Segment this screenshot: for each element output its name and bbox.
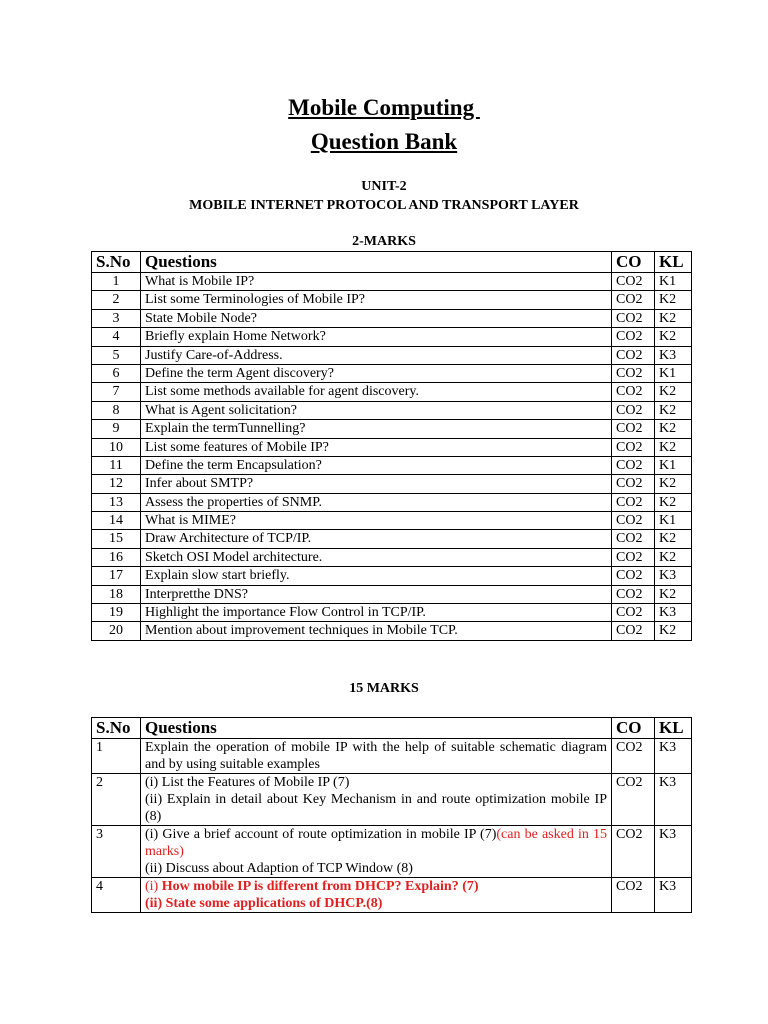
row-kl: K1 (655, 456, 692, 474)
row-co: CO2 (612, 826, 655, 878)
table-row (92, 622, 692, 640)
row-co: CO2 (612, 530, 655, 548)
row-sno: 7 (92, 383, 141, 401)
row-question: Highlight the importance Flow Control in TCP/IP. (141, 604, 612, 622)
table-header-row (92, 252, 692, 273)
table-row (92, 878, 692, 913)
row-kl: K3 (655, 567, 692, 585)
table-row (92, 604, 692, 622)
row-kl: K3 (655, 774, 692, 826)
row-co: CO2 (612, 512, 655, 530)
table-row (92, 346, 692, 364)
header-questions: Questions (141, 718, 612, 739)
row-sno: 20 (92, 622, 141, 640)
row-question: Interpretthe DNS? (141, 585, 612, 603)
question-part-1 (145, 826, 607, 860)
row-sno: 5 (92, 346, 141, 364)
table-row (92, 291, 692, 309)
row-question (141, 774, 612, 826)
doc-title: Mobile Computing (288, 95, 480, 120)
row-kl: K2 (655, 493, 692, 511)
row-sno: 3 (92, 826, 141, 878)
row-sno: 15 (92, 530, 141, 548)
header-kl: KL (655, 252, 692, 273)
row-sno: 2 (92, 774, 141, 826)
row-kl: K2 (655, 530, 692, 548)
row-question: Infer about SMTP? (141, 475, 612, 493)
row-question: What is Agent solicitation? (141, 401, 612, 419)
row-question: List some features of Mobile IP? (141, 438, 612, 456)
table-row (92, 530, 692, 548)
row-sno: 1 (92, 739, 141, 774)
row-sno: 4 (92, 328, 141, 346)
row-co: CO2 (612, 328, 655, 346)
table-row (92, 567, 692, 585)
row-kl: K2 (655, 585, 692, 603)
row-sno: 4 (92, 878, 141, 913)
row-kl: K2 (655, 328, 692, 346)
row-sno: 3 (92, 309, 141, 327)
table-row (92, 401, 692, 419)
row-question (141, 826, 612, 878)
row-co: CO2 (612, 567, 655, 585)
table-row (92, 328, 692, 346)
table-row (92, 273, 692, 291)
row-question: Briefly explain Home Network? (141, 328, 612, 346)
row-co: CO2 (612, 364, 655, 382)
table-row (92, 512, 692, 530)
row-co: CO2 (612, 346, 655, 364)
row-sno: 14 (92, 512, 141, 530)
question-text: Explain the operation of mobile IP with the help of suitable schematic diagram and by using suitable examples (145, 740, 607, 772)
header-co: CO (612, 252, 655, 273)
row-question: Explain the termTunnelling? (141, 420, 612, 438)
row-question: What is Mobile IP? (141, 273, 612, 291)
row-co: CO2 (612, 493, 655, 511)
header-sno: S.No (92, 718, 141, 739)
table-row (92, 548, 692, 566)
row-sno: 8 (92, 401, 141, 419)
doc-subtitle: Question Bank (310, 129, 458, 154)
row-question (141, 878, 612, 913)
row-sno: 11 (92, 456, 141, 474)
table-row (92, 475, 692, 493)
row-question: Mention about improvement techniques in Mobile TCP. (141, 622, 612, 640)
row-sno: 6 (92, 364, 141, 382)
row-question: Explain slow start briefly. (141, 567, 612, 585)
row-sno: 2 (92, 291, 141, 309)
row-co: CO2 (612, 622, 655, 640)
question-text: How mobile IP is different from DHCP? Explain? (7) (161, 879, 479, 894)
row-co: CO2 (612, 438, 655, 456)
row-question (141, 739, 612, 774)
row-kl: K1 (655, 273, 692, 291)
table-row (92, 739, 692, 774)
row-question: What is MIME? (141, 512, 612, 530)
row-kl: K2 (655, 438, 692, 456)
row-question: Define the term Agent discovery? (141, 364, 612, 382)
row-question: List some Terminologies of Mobile IP? (141, 291, 612, 309)
row-question: List some methods available for agent discovery. (141, 383, 612, 401)
question-part-1: (i) List the Features of Mobile IP (7) (145, 775, 350, 790)
question-part-1 (145, 878, 607, 895)
unit-title: MOBILE INTERNET PROTOCOL AND TRANSPORT LAYER (189, 198, 579, 213)
row-sno: 13 (92, 493, 141, 511)
row-question: State Mobile Node? (141, 309, 612, 327)
header-sno: S.No (92, 252, 141, 273)
row-kl: K2 (655, 291, 692, 309)
row-sno: 10 (92, 438, 141, 456)
row-co: CO2 (612, 273, 655, 291)
row-co: CO2 (612, 739, 655, 774)
row-question: Sketch OSI Model architecture. (141, 548, 612, 566)
row-sno: 12 (92, 475, 141, 493)
two-marks-heading: 2-MARKS (352, 234, 416, 249)
row-kl: K2 (655, 548, 692, 566)
row-co: CO2 (612, 475, 655, 493)
row-co: CO2 (612, 774, 655, 826)
row-sno: 16 (92, 548, 141, 566)
row-co: CO2 (612, 383, 655, 401)
row-kl: K3 (655, 604, 692, 622)
fifteen-marks-heading: 15 MARKS (349, 681, 419, 696)
fifteen-marks-table (91, 717, 692, 913)
row-question: Define the term Encapsulation? (141, 456, 612, 474)
row-kl: K3 (655, 739, 692, 774)
row-kl: K2 (655, 383, 692, 401)
table-row (92, 420, 692, 438)
table-row (92, 364, 692, 382)
row-sno: 9 (92, 420, 141, 438)
question-prefix: (i) (145, 879, 162, 894)
table-row (92, 774, 692, 826)
row-kl: K2 (655, 622, 692, 640)
row-sno: 18 (92, 585, 141, 603)
question-text: (i) Give a brief account of route optimization in mobile IP (7) (145, 827, 497, 842)
header-questions: Questions (141, 252, 612, 273)
row-kl: K3 (655, 878, 692, 913)
row-kl: K2 (655, 475, 692, 493)
row-kl: K3 (655, 346, 692, 364)
table-row (92, 309, 692, 327)
row-kl: K2 (655, 309, 692, 327)
row-question: Justify Care-of-Address. (141, 346, 612, 364)
row-sno: 19 (92, 604, 141, 622)
row-co: CO2 (612, 548, 655, 566)
row-co: CO2 (612, 420, 655, 438)
header-co: CO (612, 718, 655, 739)
table-row (92, 456, 692, 474)
header-kl: KL (655, 718, 692, 739)
row-co: CO2 (612, 291, 655, 309)
question-part-2: (ii) Discuss about Adaption of TCP Window (8) (145, 861, 413, 876)
row-co: CO2 (612, 604, 655, 622)
row-co: CO2 (612, 456, 655, 474)
row-kl: K1 (655, 364, 692, 382)
unit-label: UNIT-2 (361, 179, 407, 194)
row-co: CO2 (612, 401, 655, 419)
table-row (92, 585, 692, 603)
table-row (92, 826, 692, 878)
table-row (92, 383, 692, 401)
table-row (92, 493, 692, 511)
two-marks-table (91, 251, 692, 641)
row-co: CO2 (612, 878, 655, 913)
table-row (92, 438, 692, 456)
row-kl: K1 (655, 512, 692, 530)
row-kl: K2 (655, 420, 692, 438)
row-kl: K2 (655, 401, 692, 419)
table-header-row (92, 718, 692, 739)
question-part-2: (ii) Explain in detail about Key Mechanism in and route optimization mobile IP (8) (145, 792, 607, 824)
row-question: Draw Architecture of TCP/IP. (141, 530, 612, 548)
row-sno: 1 (92, 273, 141, 291)
row-sno: 17 (92, 567, 141, 585)
question-part-2: (ii) State some applications of DHCP.(8) (145, 896, 383, 911)
row-co: CO2 (612, 585, 655, 603)
row-co: CO2 (612, 309, 655, 327)
row-question: Assess the properties of SNMP. (141, 493, 612, 511)
question-note: (can be asked in 15 marks) (145, 827, 607, 859)
row-kl: K3 (655, 826, 692, 878)
